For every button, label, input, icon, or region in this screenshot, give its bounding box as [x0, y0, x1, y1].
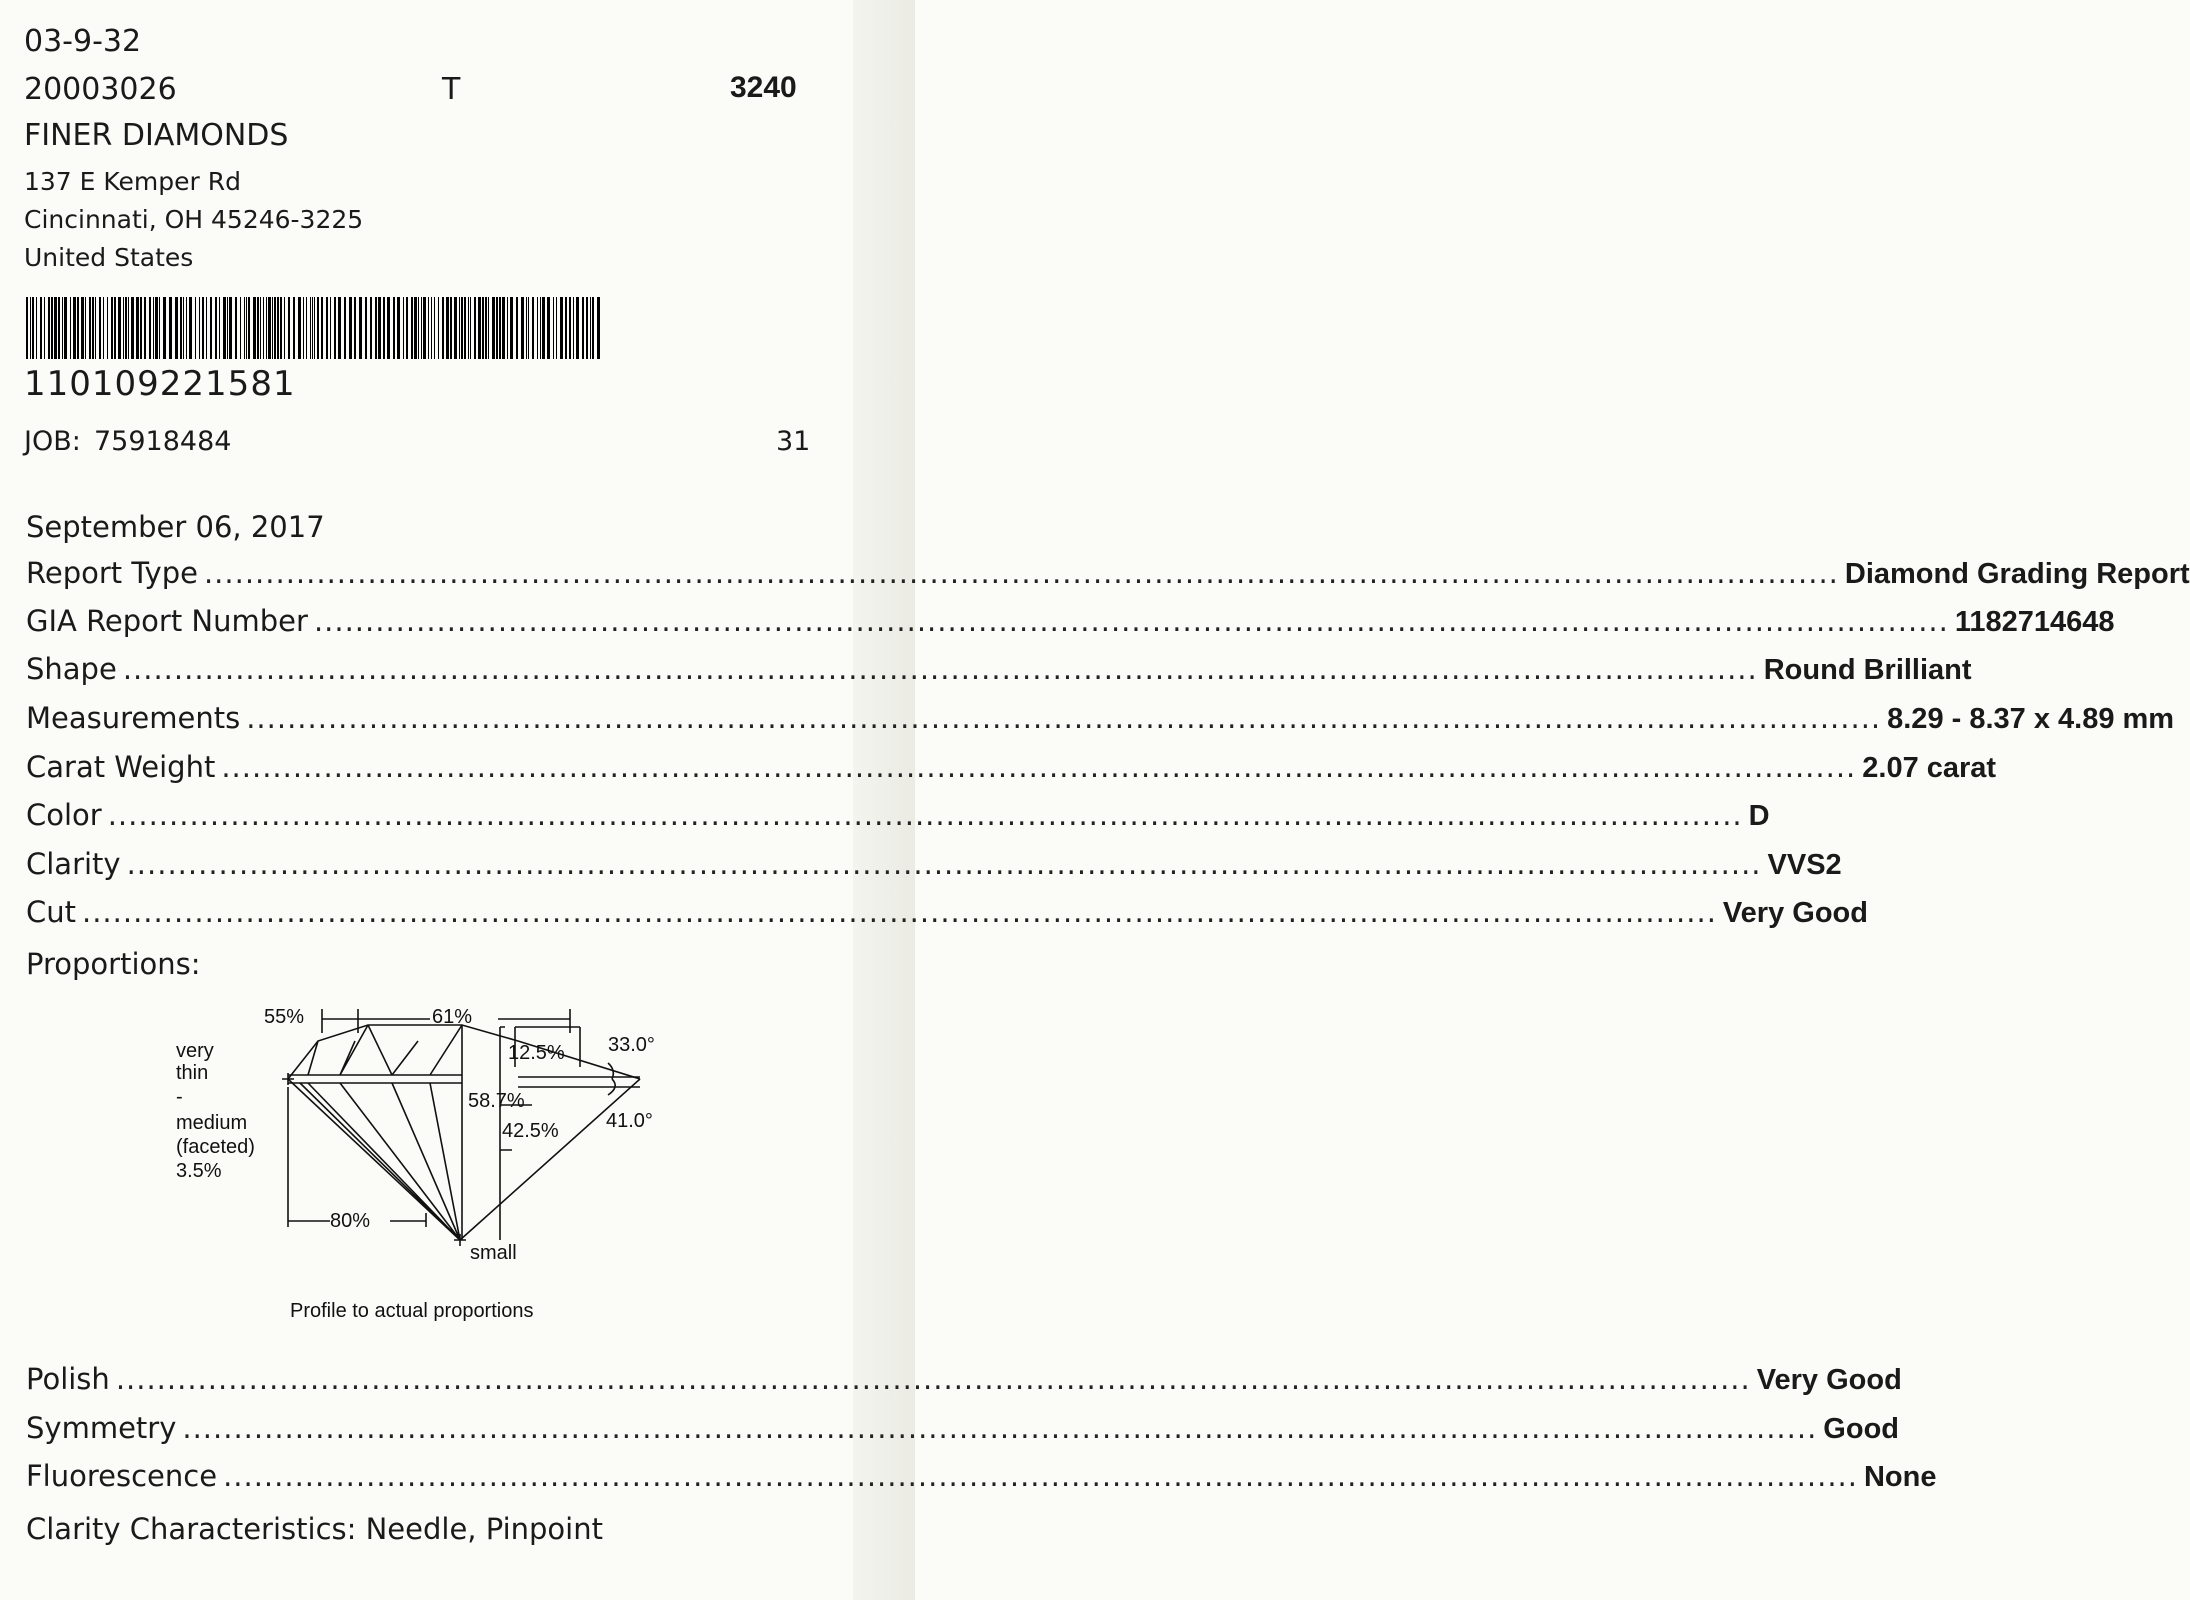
barcode-bar — [334, 297, 336, 359]
barcode-bar — [303, 297, 304, 359]
barcode-bar — [586, 297, 588, 359]
barcode-bar — [260, 297, 261, 359]
field-symmetry — [26, 1411, 1899, 1455]
barcode-bar — [128, 297, 129, 359]
barcode-bar — [438, 297, 439, 359]
barcode-bar — [155, 297, 158, 359]
table-label: 61% — [432, 1006, 473, 1028]
barcode-bar — [114, 297, 116, 359]
barcode-bar — [468, 297, 469, 359]
barcode-bar — [180, 297, 182, 359]
pavilion-angle-label: 41.0° — [606, 1110, 653, 1132]
barcode-bar — [576, 297, 579, 359]
barcode-bar — [199, 297, 200, 359]
barcode-bar — [73, 297, 76, 359]
field-value: Diamond Grading Report — [1844, 558, 2190, 590]
barcode-bar — [365, 297, 367, 359]
leader-dots: ................................................................................................................................................................ — [107, 798, 1743, 832]
barcode-bar — [206, 297, 207, 359]
barcode-bar — [40, 297, 42, 359]
barcode-bar — [30, 297, 31, 359]
barcode-bar — [582, 297, 584, 359]
barcode-bar — [330, 297, 331, 359]
pavilion-depth-label: 42.5% — [502, 1120, 559, 1142]
batch-number: 3240 — [730, 71, 797, 104]
barcode-bar — [556, 297, 557, 359]
field-label: Cut — [26, 895, 76, 929]
barcode-bar — [131, 297, 134, 359]
barcode-bar — [175, 297, 178, 359]
barcode-bar — [418, 297, 419, 359]
header-marker: T — [442, 72, 461, 107]
barcode-bar — [58, 297, 60, 359]
barcode-bar — [478, 297, 481, 359]
proportions-diagram — [160, 995, 680, 1325]
barcode-bar — [573, 297, 574, 359]
barcode-bar — [502, 297, 505, 359]
barcode-bar — [235, 297, 237, 359]
girdle-line5: (faceted) — [176, 1136, 255, 1158]
barcode-bar — [169, 297, 172, 359]
barcode-bar — [383, 297, 385, 359]
barcode-bar — [99, 297, 101, 359]
lower-half-label: 80% — [330, 1210, 371, 1232]
barcode-bar — [54, 297, 57, 359]
barcode-bar — [183, 297, 184, 359]
barcode-bar — [532, 297, 534, 359]
barcode-bar — [359, 297, 362, 359]
barcode-bar — [597, 297, 600, 359]
leader-dots: ................................................................................................................................................................ — [126, 847, 1762, 881]
barcode-bar — [485, 297, 487, 359]
field-clarity — [26, 847, 1842, 891]
culet-label: small — [470, 1242, 517, 1264]
barcode-bar — [454, 297, 457, 359]
field-fluorescence — [26, 1459, 1937, 1503]
barcode-bar — [111, 297, 113, 359]
diagram-caption: Profile to actual proportions — [290, 1300, 534, 1322]
barcode-bar — [459, 297, 460, 359]
barcode-bar — [189, 297, 192, 359]
barcode-bar — [326, 297, 328, 359]
barcode-bar — [464, 297, 466, 359]
barcode-bar — [590, 297, 591, 359]
barcode-bar — [378, 297, 381, 359]
field-label: Color — [26, 798, 102, 832]
barcode-bar — [370, 297, 372, 359]
field-shape — [26, 652, 1972, 696]
barcode-bar — [103, 297, 104, 359]
barcode-bar — [387, 297, 390, 359]
barcode-bar — [248, 297, 250, 359]
girdle-line3: - — [176, 1086, 183, 1108]
job-count: 31 — [776, 426, 811, 457]
field-label: Symmetry — [26, 1411, 177, 1445]
field-value: VVS2 — [1767, 849, 1842, 881]
field-report-type — [26, 556, 2190, 600]
barcode-bar — [317, 297, 319, 359]
barcode-bar — [36, 297, 37, 359]
barcode-bar — [354, 297, 356, 359]
barcode-bar — [149, 297, 151, 359]
barcode-bar — [434, 297, 435, 359]
barcode-bar — [284, 297, 285, 359]
barcode-bar — [569, 297, 571, 359]
barcode-bar — [118, 297, 121, 359]
barcode-bar — [144, 297, 146, 359]
barcode-bar — [403, 297, 404, 359]
barcode-bar — [461, 297, 463, 359]
field-value: Very Good — [1722, 897, 1868, 929]
barcode-bar — [223, 297, 226, 359]
barcode-bar — [266, 297, 267, 359]
barcode-bar — [553, 297, 554, 359]
total-depth-label: 58.7% — [468, 1090, 525, 1112]
girdle-line2: thin — [176, 1062, 209, 1084]
barcode-bar — [375, 297, 377, 359]
crown-angle-label: 33.0° — [608, 1034, 655, 1056]
company-name: FINER DIAMONDS — [24, 118, 289, 153]
barcode-bar — [81, 297, 84, 359]
barcode-bar — [560, 297, 563, 359]
barcode-bar — [321, 297, 323, 359]
barcode-bar — [244, 297, 245, 359]
barcode-bar — [510, 297, 513, 359]
barcode-bar — [537, 297, 538, 359]
barcode-bar — [219, 297, 220, 359]
leader-dots: ................................................................................................................................................................ — [246, 701, 1882, 735]
barcode-bar — [77, 297, 79, 359]
barcode-bar — [257, 297, 259, 359]
barcode-bar — [44, 297, 45, 359]
barcode-bar — [446, 297, 449, 359]
barcode-bar — [263, 297, 264, 359]
field-label: Shape — [26, 652, 117, 686]
barcode-bar — [542, 297, 545, 359]
girdle-line6: 3.5% — [176, 1160, 222, 1182]
address-line1: 137 E Kemper Rd — [24, 167, 242, 196]
account-number: 20003026 — [24, 72, 177, 107]
barcode-bar — [246, 297, 247, 359]
barcode-bar — [344, 297, 346, 359]
leader-dots: ................................................................................................................................................................ — [122, 652, 1758, 686]
barcode-bar — [496, 297, 498, 359]
leader-dots: ................................................................................................................................................................ — [82, 895, 1717, 929]
barcode-bar — [125, 297, 127, 359]
field-polish — [26, 1362, 1902, 1406]
leader-dots: ................................................................................................................................................................ — [182, 1411, 1818, 1445]
barcode-bar — [123, 297, 124, 359]
barcode-bar — [482, 297, 484, 359]
field-label: Polish — [26, 1362, 110, 1396]
barcode-bar — [298, 297, 301, 359]
proportions-label: Proportions: — [26, 947, 201, 981]
barcode-bar — [48, 297, 50, 359]
barcode-bar — [280, 297, 282, 359]
crown-height-label: 12.5% — [508, 1042, 565, 1064]
field-measurements — [26, 701, 2175, 745]
girdle-line4: medium — [176, 1112, 248, 1134]
barcode-bar — [450, 297, 452, 359]
girdle-line1: very — [176, 1040, 214, 1062]
barcode — [26, 297, 601, 359]
barcode-bar — [411, 297, 413, 359]
report-date: September 06, 2017 — [26, 510, 325, 544]
field-label: Carat Weight — [26, 750, 216, 784]
barcode-bar — [253, 297, 256, 359]
barcode-bar — [431, 297, 432, 359]
leader-dots: ................................................................................................................................................................ — [313, 604, 1949, 638]
field-value: 2.07 carat — [1862, 752, 1997, 784]
star-length-label: 55% — [264, 1006, 305, 1028]
header-code: 03-9-32 — [24, 24, 142, 59]
leader-dots: ................................................................................................................................................................ — [115, 1362, 1751, 1396]
field-label: Measurements — [26, 701, 241, 735]
barcode-bar — [592, 297, 594, 359]
address-country: United States — [24, 243, 194, 272]
barcode-bar — [528, 297, 529, 359]
barcode-bar — [227, 297, 228, 359]
field-value: Good — [1823, 1413, 1899, 1445]
barcode-bar — [136, 297, 139, 359]
field-color — [26, 798, 1770, 842]
barcode-bar — [423, 297, 426, 359]
barcode-bar — [406, 297, 408, 359]
barcode-bar — [107, 297, 108, 359]
barcode-bar — [516, 297, 518, 359]
barcode-number: 110109221581 — [24, 364, 296, 404]
barcode-bar — [338, 297, 341, 359]
job-number: 75918484 — [94, 426, 232, 457]
barcode-bar — [195, 297, 196, 359]
field-carat-weight — [26, 750, 1997, 794]
barcode-bar — [470, 297, 471, 359]
leader-dots: ................................................................................................................................................................ — [203, 556, 1839, 590]
barcode-bar — [140, 297, 142, 359]
barcode-bar — [428, 297, 429, 359]
field-label: Fluorescence — [26, 1459, 218, 1493]
barcode-bar — [215, 297, 217, 359]
barcode-bar — [397, 297, 400, 359]
barcode-bar — [26, 297, 28, 359]
field-value: None — [1863, 1461, 1937, 1493]
barcode-bar — [488, 297, 489, 359]
field-report-number — [26, 604, 2115, 648]
barcode-bar — [186, 297, 187, 359]
barcode-bar — [240, 297, 241, 359]
barcode-bar — [492, 297, 495, 359]
field-value: Round Brilliant — [1763, 654, 1972, 686]
field-value: D — [1748, 800, 1770, 832]
field-value: 1182714648 — [1954, 606, 2115, 638]
barcode-bar — [64, 297, 67, 359]
barcode-bar — [312, 297, 313, 359]
barcode-bar — [293, 297, 295, 359]
field-cut — [26, 895, 1868, 939]
barcode-bar — [547, 297, 550, 359]
address-line2: Cincinnati, OH 45246-3225 — [24, 205, 364, 234]
barcode-bar — [442, 297, 444, 359]
barcode-bar — [62, 297, 63, 359]
leader-dots: ................................................................................................................................................................ — [221, 750, 1857, 784]
barcode-bar — [32, 297, 34, 359]
barcode-bar — [210, 297, 212, 359]
barcode-bar — [306, 297, 307, 359]
barcode-bar — [92, 297, 94, 359]
barcode-bar — [521, 297, 524, 359]
clarity-characteristics: Clarity Characteristics: Needle, Pinpoint — [26, 1512, 603, 1546]
barcode-bar — [229, 297, 232, 359]
crown-outline — [288, 1025, 640, 1079]
girdle-band — [288, 1075, 462, 1083]
barcode-bar — [540, 297, 541, 359]
barcode-bar — [499, 297, 501, 359]
barcode-bar — [268, 297, 271, 359]
barcode-bar — [507, 297, 508, 359]
barcode-bar — [95, 297, 96, 359]
barcode-bar — [474, 297, 476, 359]
barcode-bar — [565, 297, 567, 359]
field-label: Clarity — [26, 847, 121, 881]
barcode-bar — [288, 297, 290, 359]
field-label: GIA Report Number — [26, 604, 308, 638]
field-value: 8.29 - 8.37 x 4.89 mm — [1887, 703, 2175, 735]
barcode-bar — [85, 297, 86, 359]
barcode-bar — [274, 297, 276, 359]
field-label: Report Type — [26, 556, 198, 590]
barcode-bar — [51, 297, 53, 359]
barcode-bar — [526, 297, 527, 359]
job-label: JOB: — [24, 426, 81, 457]
barcode-bar — [89, 297, 91, 359]
barcode-bar — [159, 297, 160, 359]
barcode-bar — [272, 297, 273, 359]
barcode-bar — [314, 297, 315, 359]
barcode-bar — [421, 297, 422, 359]
leader-dots: ................................................................................................................................................................ — [223, 1459, 1858, 1493]
barcode-bar — [153, 297, 154, 359]
barcode-bar — [70, 297, 71, 359]
barcode-bar — [310, 297, 311, 359]
barcode-bar — [414, 297, 417, 359]
barcode-bar — [393, 297, 395, 359]
barcode-bar — [277, 297, 279, 359]
barcode-bar — [202, 297, 204, 359]
barcode-bar — [349, 297, 352, 359]
barcode-bar — [163, 297, 166, 359]
field-value: Very Good — [1756, 1364, 1902, 1396]
